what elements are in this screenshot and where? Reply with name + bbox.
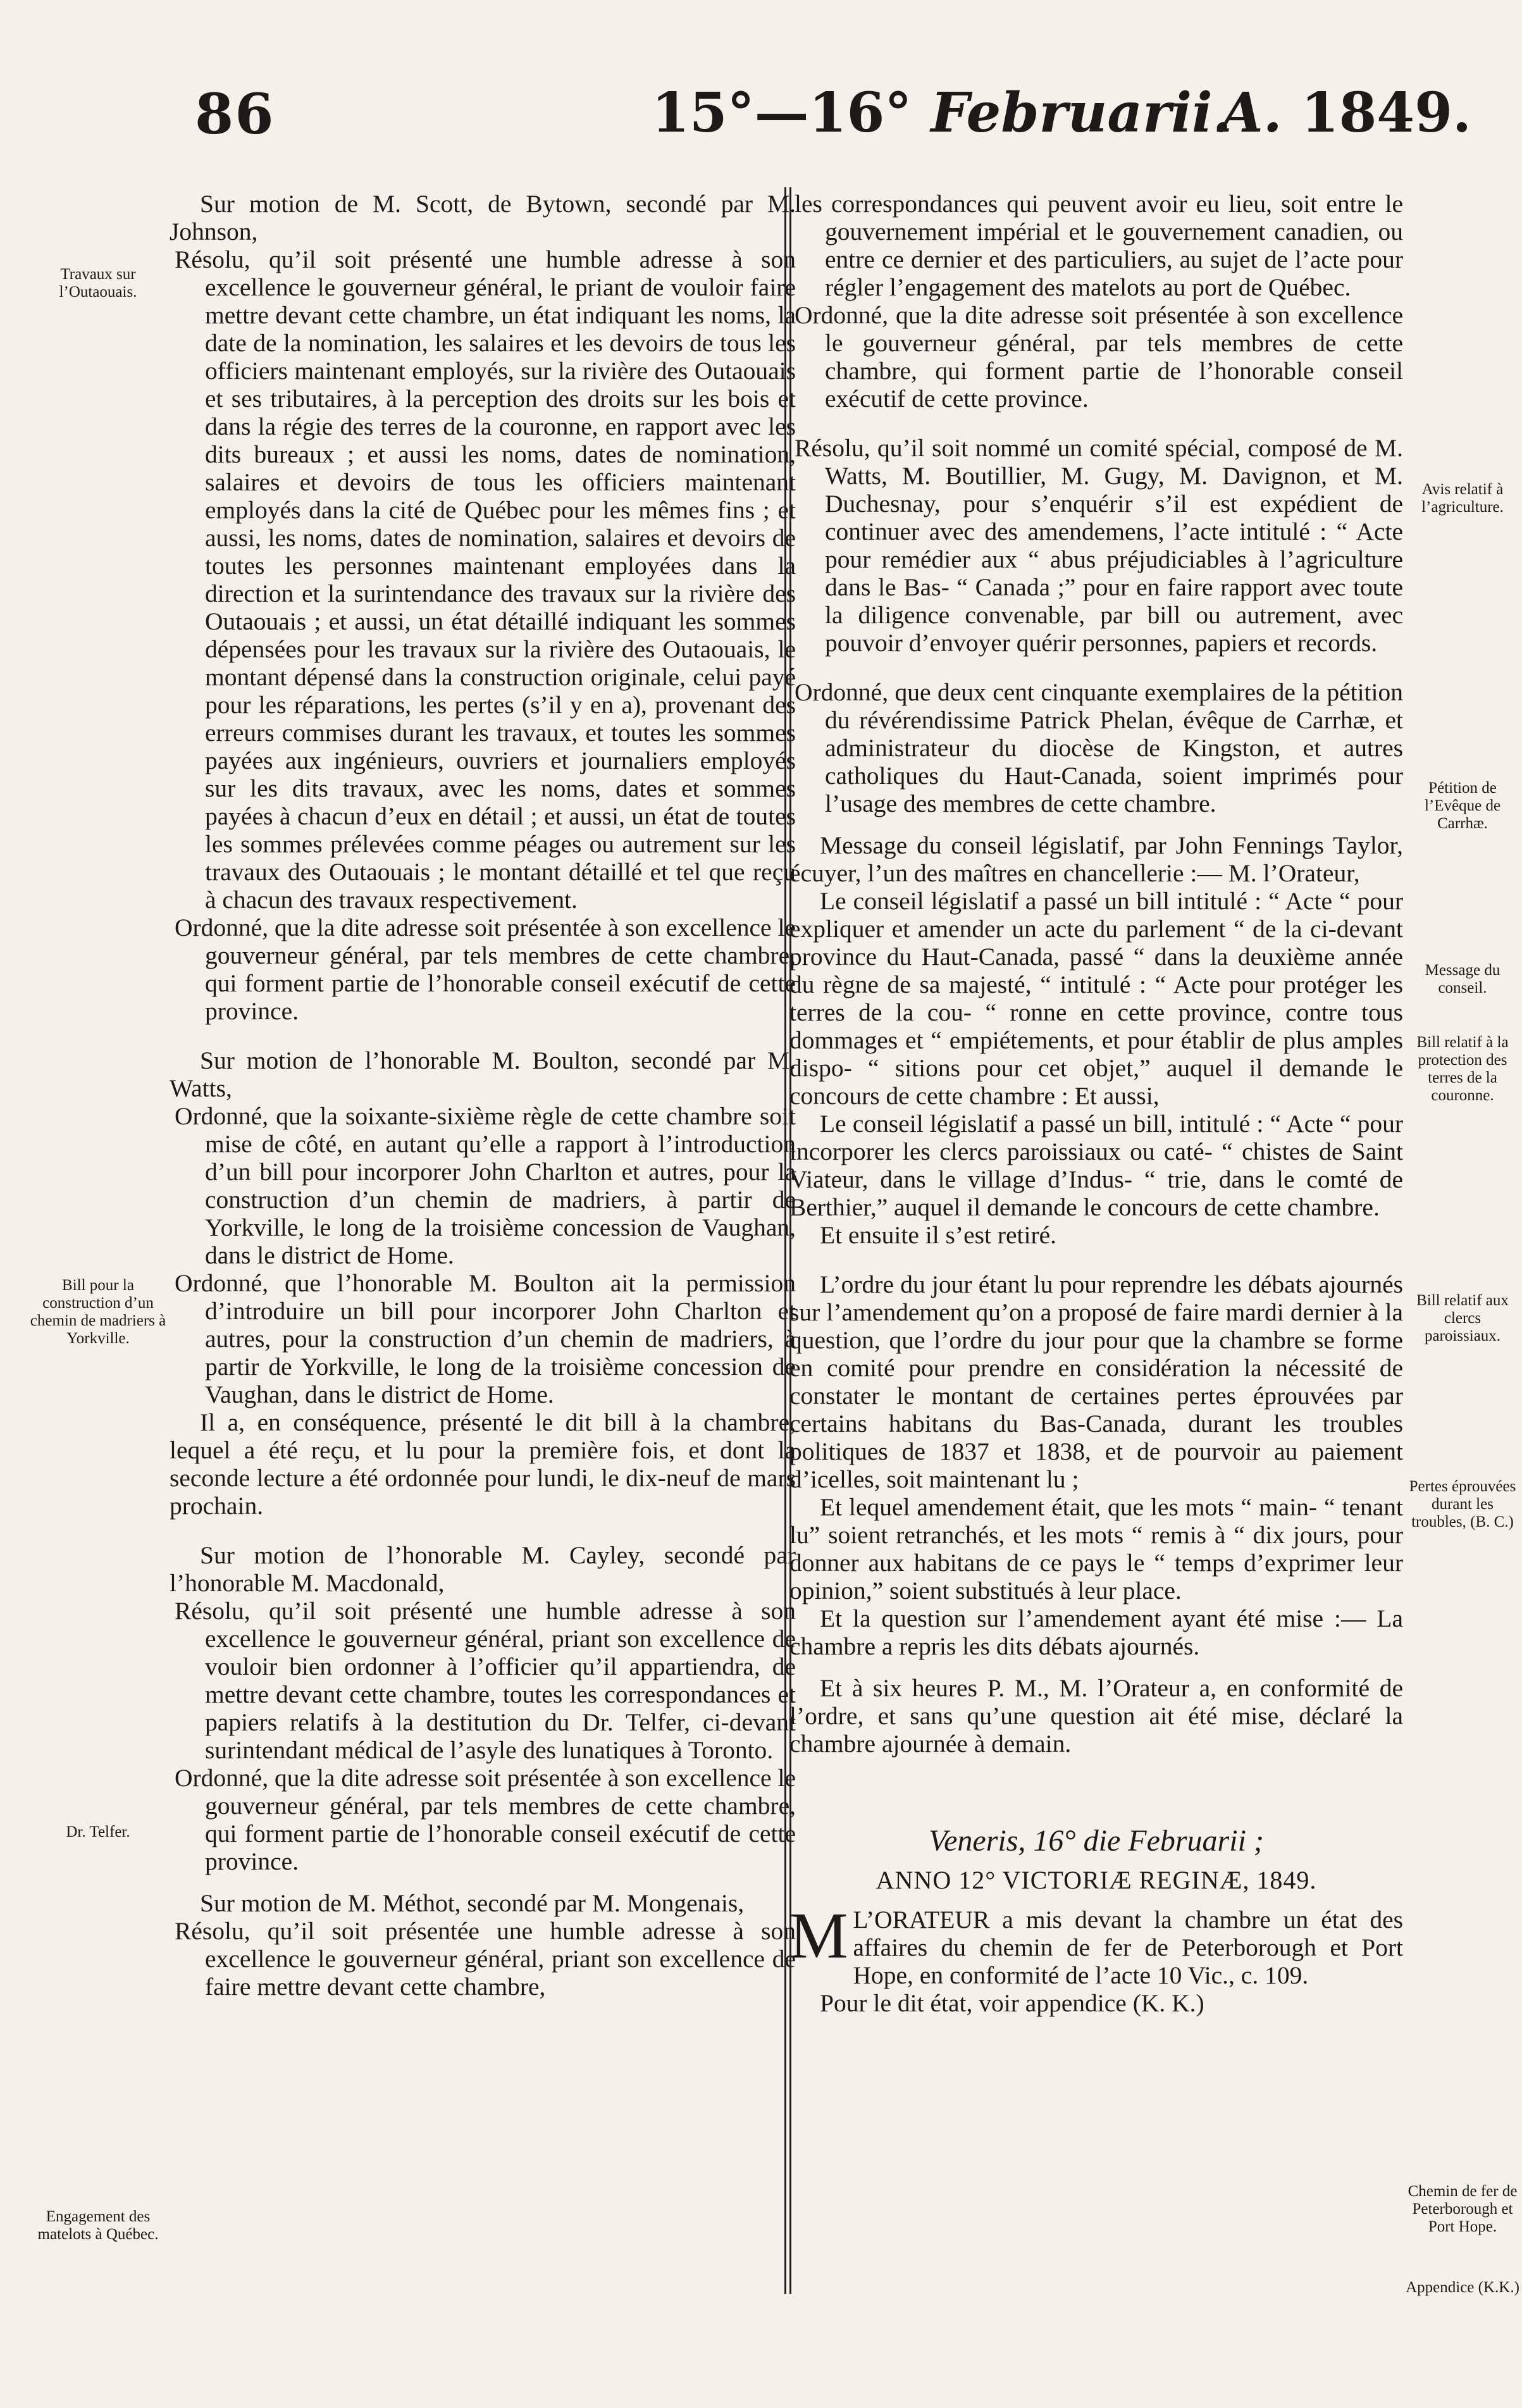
page-number: 86	[195, 81, 275, 147]
motion-boulton-intro: Sur motion de l’honorable M. Boulton, secondé par M. Watts,	[170, 1046, 796, 1102]
margin-note-message-conseil: Message du conseil.	[1425, 962, 1500, 996]
header-days: 15°—16°	[652, 81, 912, 145]
message-conseil-intro: Message du conseil législatif, par John Fennings Taylor, écuyer, l’un des maîtres en chancellerie :— M. l’Orateur,	[789, 831, 1403, 887]
header-year-prefix: A.	[1221, 81, 1282, 145]
margin-note-travaux: Travaux sur l’Outaouais.	[59, 266, 137, 301]
petition-phelan-ordonne: Ordonné, que deux cent cinquante exemplaires de la pétition du révérendissime Patrick Phelan, évêque de Carrhæ, et administrateur du diocèse de Kingston, et autres catholiques du Haut-Canada, soient imprimés pour l’usage des membres de cette chambre.	[795, 678, 1403, 817]
header-year	[1221, 81, 1471, 145]
margin-note-chemin-fer: Chemin de fer de Peterborough et Port Hope.	[1408, 2183, 1518, 2235]
right-column	[789, 190, 1403, 2278]
motion-scott-intro: Sur motion de M. Scott, de Bytown, secondé par M. Johnson,	[170, 190, 796, 245]
motion-boulton-ordonne-1: Ordonné, que la soixante-sixième règle de cette chambre soit mise de côté, en autant qu’elle a rapport à l’introduction d’un bill pour incorporer John Charlton et autres, pour la construction d’un chemin de madriers, à partir de Yorkville, le long de la troisième concession de Vaughan, dans le district de Home.	[175, 1102, 796, 1269]
margin-note-bill-clercs: Bill relatif aux clercs paroissiaux.	[1416, 1292, 1509, 1344]
margin-note-bill-construction: Bill pour la construction d’un chemin de madriers à Yorkville.	[30, 1277, 166, 1347]
motion-methot-resolu: Résolu, qu’il soit présentée une humble adresse à son excellence le gouverneur général, priant son excellence de faire mettre devant cette chambre,	[175, 1917, 796, 2001]
pour-etat-text: Pour le dit état, voir appendice (K. K.)	[820, 1989, 1204, 2017]
motion-cayley-ordonne: Ordonné, que la dite adresse soit présentée à son excellence le gouverneur général, par tels membres de cette chambre, qui forment partie de l’honorable conseil exécutif de cette province.	[175, 1764, 796, 1875]
page-header	[0, 81, 1522, 151]
margin-note-avis-agriculture: Avis relatif à l’agriculture.	[1421, 481, 1504, 516]
motion-methot-ordonne: Ordonné, que la dite adresse soit présentée à son excellence le gouverneur général, par tels membres de cette chambre, qui forment partie de l’honorable conseil exécutif de cette province.	[795, 301, 1403, 413]
margin-note-telfer: Dr. Telfer.	[66, 1823, 130, 1840]
bill-clercs-paroissiaux: Le conseil législatif a passé un bill, intitulé : “ Acte “ pour incorporer les clercs paroissiaux ou caté- “ chistes de Saint Viateur, dans le village d’Indus- “ trie, dans le comté de Berthier,” auquel il demande le concours de cette chambre.	[789, 1110, 1403, 1221]
ajournement-text: Et à six heures P. M., M. l’Orateur a, en conformité de l’ordre, et sans qu’une question ait été mise, déclaré la chambre ajournée à demain.	[789, 1674, 1403, 1758]
comite-special-resolu: Résolu, qu’il soit nommé un comité spécial, composé de M. Watts, M. Boutillier, M. Gugy, M. Davignon, et M. Duchesnay, pour s’enquérir s’il est expédient de continuer avec des amendemens, l’acte intitulé : “ Acte pour remédier aux “ abus préjudiciables à l’agriculture dans le Bas- “ Canada ;” pour en faire rapport avec toute la diligence convenable, par bill ou autrement, avec pouvoir d’envoyer quérir personnes, papiers et records.	[795, 434, 1403, 657]
header-year-value: 1849.	[1301, 81, 1471, 145]
anno-heading: ANNO 12° VICTORIÆ REGINÆ, 1849.	[875, 1866, 1317, 1894]
motion-methot-intro: Sur motion de M. Méthot, secondé par M. Mongenais,	[200, 1889, 745, 1917]
motion-scott-resolu: Résolu, qu’il soit présenté une humble adresse à son excellence le gouverneur général, le priant de vouloir faire mettre devant cette chambre, un état indiquant les noms, la date de la nomination, les salaires et les devoirs de tous les officiers maintenant employés, sur la rivière des Outaouais et ses tributaires, à la perception des droits sur les bois et dans la régie des terres de la couronne, en rapport avec les dits bureaux ; et aussi les noms, dates de nomination, salaires et devoirs de tous les officiers maintenant employés dans la cité de Québec pour les mêmes fins ; et aussi, les noms, dates de nomination, salaires et devoirs de toutes les personnes maintenant employées dans la direction et la surintendance des travaux sur la rivière des Outaouais ; et aussi, un état détaillé indiquant les sommes dépensées pour les travaux sur la rivière des Outaouais, le montant dépensé dans la construction originale, celui payé pour les réparations, les pertes (s’il y en a), provenant des erreurs commises durant les travaux, et toutes les sommes payées aux ingénieurs, ouvriers et journaliers employés sur les dits travaux, avec les noms, dates et sommes payées à chacun d’eux en détail ; et aussi, un état de toutes les sommes prélevées comme péages ou autrement sur les travaux des Outaouais ; le montant détaillé et tel que reçu à chacun des travaux respectivement.	[175, 245, 796, 914]
retire-text: Et ensuite il s’est retiré.	[820, 1221, 1057, 1249]
bill-protection-terres: Le conseil législatif a passé un bill intitulé : “ Acte “ pour expliquer et amender un acte du parlement “ de la ci-devant province du Haut-Canada, passé “ dans la deuxième année du règne de sa majesté, “ intitulé : “ Acte pour protéger les terres de la cou- “ ronne en cette province, contre tous dommages et “ empiétements, et pour établir de plus amples dispo- “ sitions pour cet objet,” auquel il demande le concours de cette chambre : Et aussi,	[789, 887, 1403, 1110]
margin-note-engagement: Engagement des matelots à Québec.	[37, 2208, 159, 2243]
motion-scott-ordonne: Ordonné, que la dite adresse soit présentée à son excellence le gouverneur général, par tels membres de cette chambre, qui forment partie de l’honorable conseil exécutif de cette province.	[175, 914, 796, 1025]
motion-boulton-consequence: Il a, en conséquence, présenté le dit bill à la chambre, lequel a été reçu, et lu pour la première fois, et dont la seconde lecture a été ordonnée pour lundi, le dix-neuf de mars prochain.	[170, 1408, 796, 1520]
question-amendement: Et la question sur l’amendement ayant été mise :— La chambre a repris les dits débats ajournés.	[789, 1604, 1403, 1660]
motion-cayley-intro: Sur motion de l’honorable M. Cayley, secondé par l’honorable M. Macdonald,	[170, 1541, 796, 1597]
margin-note-pertes: Pertes éprouvées durant les troubles, (B. C.)	[1409, 1478, 1516, 1530]
drop-cap: M	[789, 1899, 848, 1972]
veneris-heading: Veneris, 16° die Februarii ;	[929, 1824, 1264, 1858]
header-month: Februarii.	[931, 81, 1232, 145]
motion-methot-continued: les correspondances qui peuvent avoir eu lieu, soit entre le gouvernement impérial et le gouvernement canadien, ou entre ce dernier et des particuliers, au sujet de l’acte pour régler l’engagement des matelots au port de Québec.	[795, 190, 1403, 301]
margin-note-petition-eveque: Pétition de l’Evêque de Carrhæ.	[1424, 779, 1501, 832]
amendement-text: Et lequel amendement était, que les mots “ main- “ tenant lu” soient retranchés, et les mots “ remis à “ dix jours, pour donner aux habitans de ce pays le “ temps d’exprimer leur opinion,” soient substitués à leur place.	[789, 1493, 1403, 1604]
margin-note-bill-terres: Bill relatif à la protection des terres de la couronne.	[1416, 1034, 1509, 1104]
margin-note-appendice: Appendice (K.K.)	[1406, 2279, 1519, 2296]
motion-boulton-ordonne-2: Ordonné, que l’honorable M. Boulton ait la permission d’introduire un bill pour incorporer John Charlton et autres, pour la construction d’un chemin de madriers, à partir de Yorkville, le long de la troisième concession de Vaughan, dans le district de Home.	[175, 1269, 796, 1408]
header-date	[652, 81, 1232, 145]
ordre-du-jour: L’ordre du jour étant lu pour reprendre les débats ajournés sur l’amendement qu’on a proposé de faire mardi dernier à la question, que l’ordre du jour pour que la chambre se forme en comité pour prendre en considération la nécessité de constater le montant de certaines pertes éprouvées par certains habitans du Bas-Canada, durant les troubles politiques de 1837 et 1838, et de pourvoir au paiement d’icelles, soit maintenant lu ;	[789, 1270, 1403, 1493]
orateur-paragraph	[789, 1899, 1403, 1989]
motion-cayley-resolu: Résolu, qu’il soit présenté une humble adresse à son excellence le gouverneur général, priant son excellence de vouloir bien ordonner à l’officier qu’il appartiendra, de mettre devant cette chambre, toutes les correspondances et papiers relatifs à la destitution du Dr. Telfer, ci-devant surintendant médical de l’asyle des lunatiques à Toronto.	[175, 1597, 796, 1764]
orateur-text: L’ORATEUR a mis devant la chambre un état des affaires du chemin de fer de Peterborough et Port Hope, en conformité de l’acte 10 Vic., c. 109.	[853, 1906, 1403, 1989]
left-column	[170, 190, 796, 2278]
